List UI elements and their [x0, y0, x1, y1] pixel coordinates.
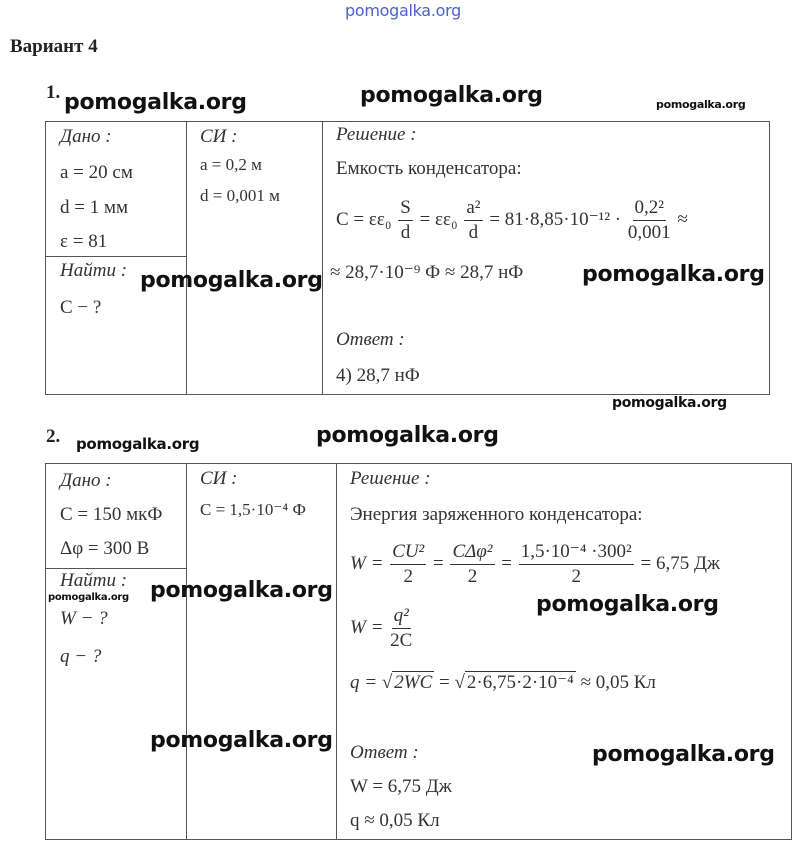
- fraction-denominator: 2: [571, 566, 581, 587]
- formula-part: =: [501, 552, 512, 574]
- fraction-denominator: 0,001: [627, 222, 671, 243]
- watermark: pomogalka.org: [150, 728, 333, 753]
- fraction-numerator: S: [398, 196, 413, 221]
- problem-1-table: [45, 121, 770, 395]
- problem-2-number: 2.: [46, 426, 61, 447]
- answer-item: W = 6,75 Дж: [350, 776, 452, 797]
- given-item: C = 150 мкФ: [60, 504, 163, 525]
- given-label: Дано :: [60, 470, 112, 491]
- given-item: a = 20 см: [60, 162, 133, 183]
- watermark: pomogalka.org: [48, 592, 129, 603]
- si-item: d = 0,001 м: [200, 186, 280, 205]
- watermark: pomogalka.org: [582, 262, 765, 287]
- fraction-denominator: d: [468, 222, 479, 243]
- fraction-numerator: 1,5·10⁻⁴ ·300²: [519, 540, 634, 565]
- watermark: pomogalka.org: [592, 742, 775, 767]
- watermark: pomogalka.org: [656, 98, 746, 111]
- variant-title: Вариант 4: [10, 36, 98, 57]
- formula-charge: q = √ 2WC = √ 2·6,75·2·10⁻⁴ ≈ 0,05 Кл: [350, 672, 656, 693]
- find-item: C − ?: [60, 297, 102, 318]
- watermark: pomogalka.org: [316, 423, 499, 448]
- answer-label: Ответ :: [336, 329, 405, 350]
- fraction-numerator: CΔφ²: [450, 540, 494, 565]
- find-label: Найти :: [60, 260, 128, 281]
- answer-label: Ответ :: [350, 742, 419, 763]
- fraction-numerator: CU²: [390, 540, 426, 565]
- formula-part: W =: [350, 552, 384, 574]
- fraction-denominator: 2C: [390, 630, 413, 651]
- given-label: Дано :: [60, 126, 112, 147]
- formula-part: ≈: [677, 208, 688, 230]
- watermark: pomogalka.org: [76, 435, 200, 453]
- formula-energy-charge: [350, 604, 414, 653]
- watermark: pomogalka.org: [360, 83, 543, 108]
- formula-energy: [350, 540, 720, 589]
- watermark: pomogalka.org: [612, 395, 727, 411]
- find-item: q − ?: [60, 646, 102, 667]
- si-item: a = 0,2 м: [200, 155, 262, 174]
- formula-part: =: [439, 672, 450, 693]
- formula-part: C = εε₀: [336, 208, 392, 230]
- given-item: ε = 81: [60, 231, 108, 252]
- formula-part: ≈ 0,05 Кл: [580, 672, 656, 693]
- formula-part: = εε₀: [419, 208, 458, 230]
- given-item: d = 1 мм: [60, 197, 129, 218]
- solution-text: Емкость конденсатора:: [336, 158, 522, 179]
- formula-part: =: [433, 552, 444, 574]
- formula-part: = 81·8,85·10⁻¹² ·: [489, 208, 622, 230]
- watermark: pomogalka.org: [536, 592, 719, 617]
- formula-capacitance: [336, 196, 688, 245]
- watermark: pomogalka.org: [64, 90, 247, 115]
- answer-item: 4) 28,7 нФ: [336, 365, 420, 386]
- problem-1-number: 1.: [46, 82, 61, 103]
- fraction-denominator: d: [400, 222, 411, 243]
- problem-2-table: [45, 463, 792, 840]
- find-label: Найти :: [60, 570, 128, 591]
- fraction-numerator: a²: [464, 196, 482, 221]
- find-item: W − ?: [60, 608, 108, 629]
- watermark: pomogalka.org: [150, 578, 333, 603]
- solution-text: Энергия заряженного конденсатора:: [350, 504, 643, 525]
- fraction-denominator: 2: [403, 566, 413, 587]
- si-label: СИ :: [200, 468, 238, 489]
- formula-result: ≈ 28,7·10⁻⁹ Ф ≈ 28,7 нФ: [330, 262, 524, 283]
- solution-label: Решение :: [336, 124, 417, 145]
- formula-part: = 6,75 Дж: [640, 552, 721, 574]
- si-label: СИ :: [200, 126, 238, 147]
- given-item: Δφ = 300 В: [60, 538, 150, 559]
- sqrt-content: 2·6,75·2·10⁻⁴: [466, 672, 574, 693]
- fraction-numerator: 0,2²: [633, 196, 666, 221]
- solution-label: Решение :: [350, 468, 431, 489]
- si-item: C = 1,5·10⁻⁴ Ф: [200, 500, 306, 519]
- formula-part: q =: [350, 672, 378, 693]
- fraction-denominator: 2: [467, 566, 478, 587]
- sqrt-content: 2WC: [394, 672, 433, 693]
- fraction-numerator: q²: [392, 604, 411, 629]
- site-watermark-top[interactable]: pomogalka.org: [345, 1, 461, 20]
- answer-item: q ≈ 0,05 Кл: [350, 810, 440, 831]
- formula-part: W =: [350, 616, 384, 638]
- watermark: pomogalka.org: [140, 268, 323, 293]
